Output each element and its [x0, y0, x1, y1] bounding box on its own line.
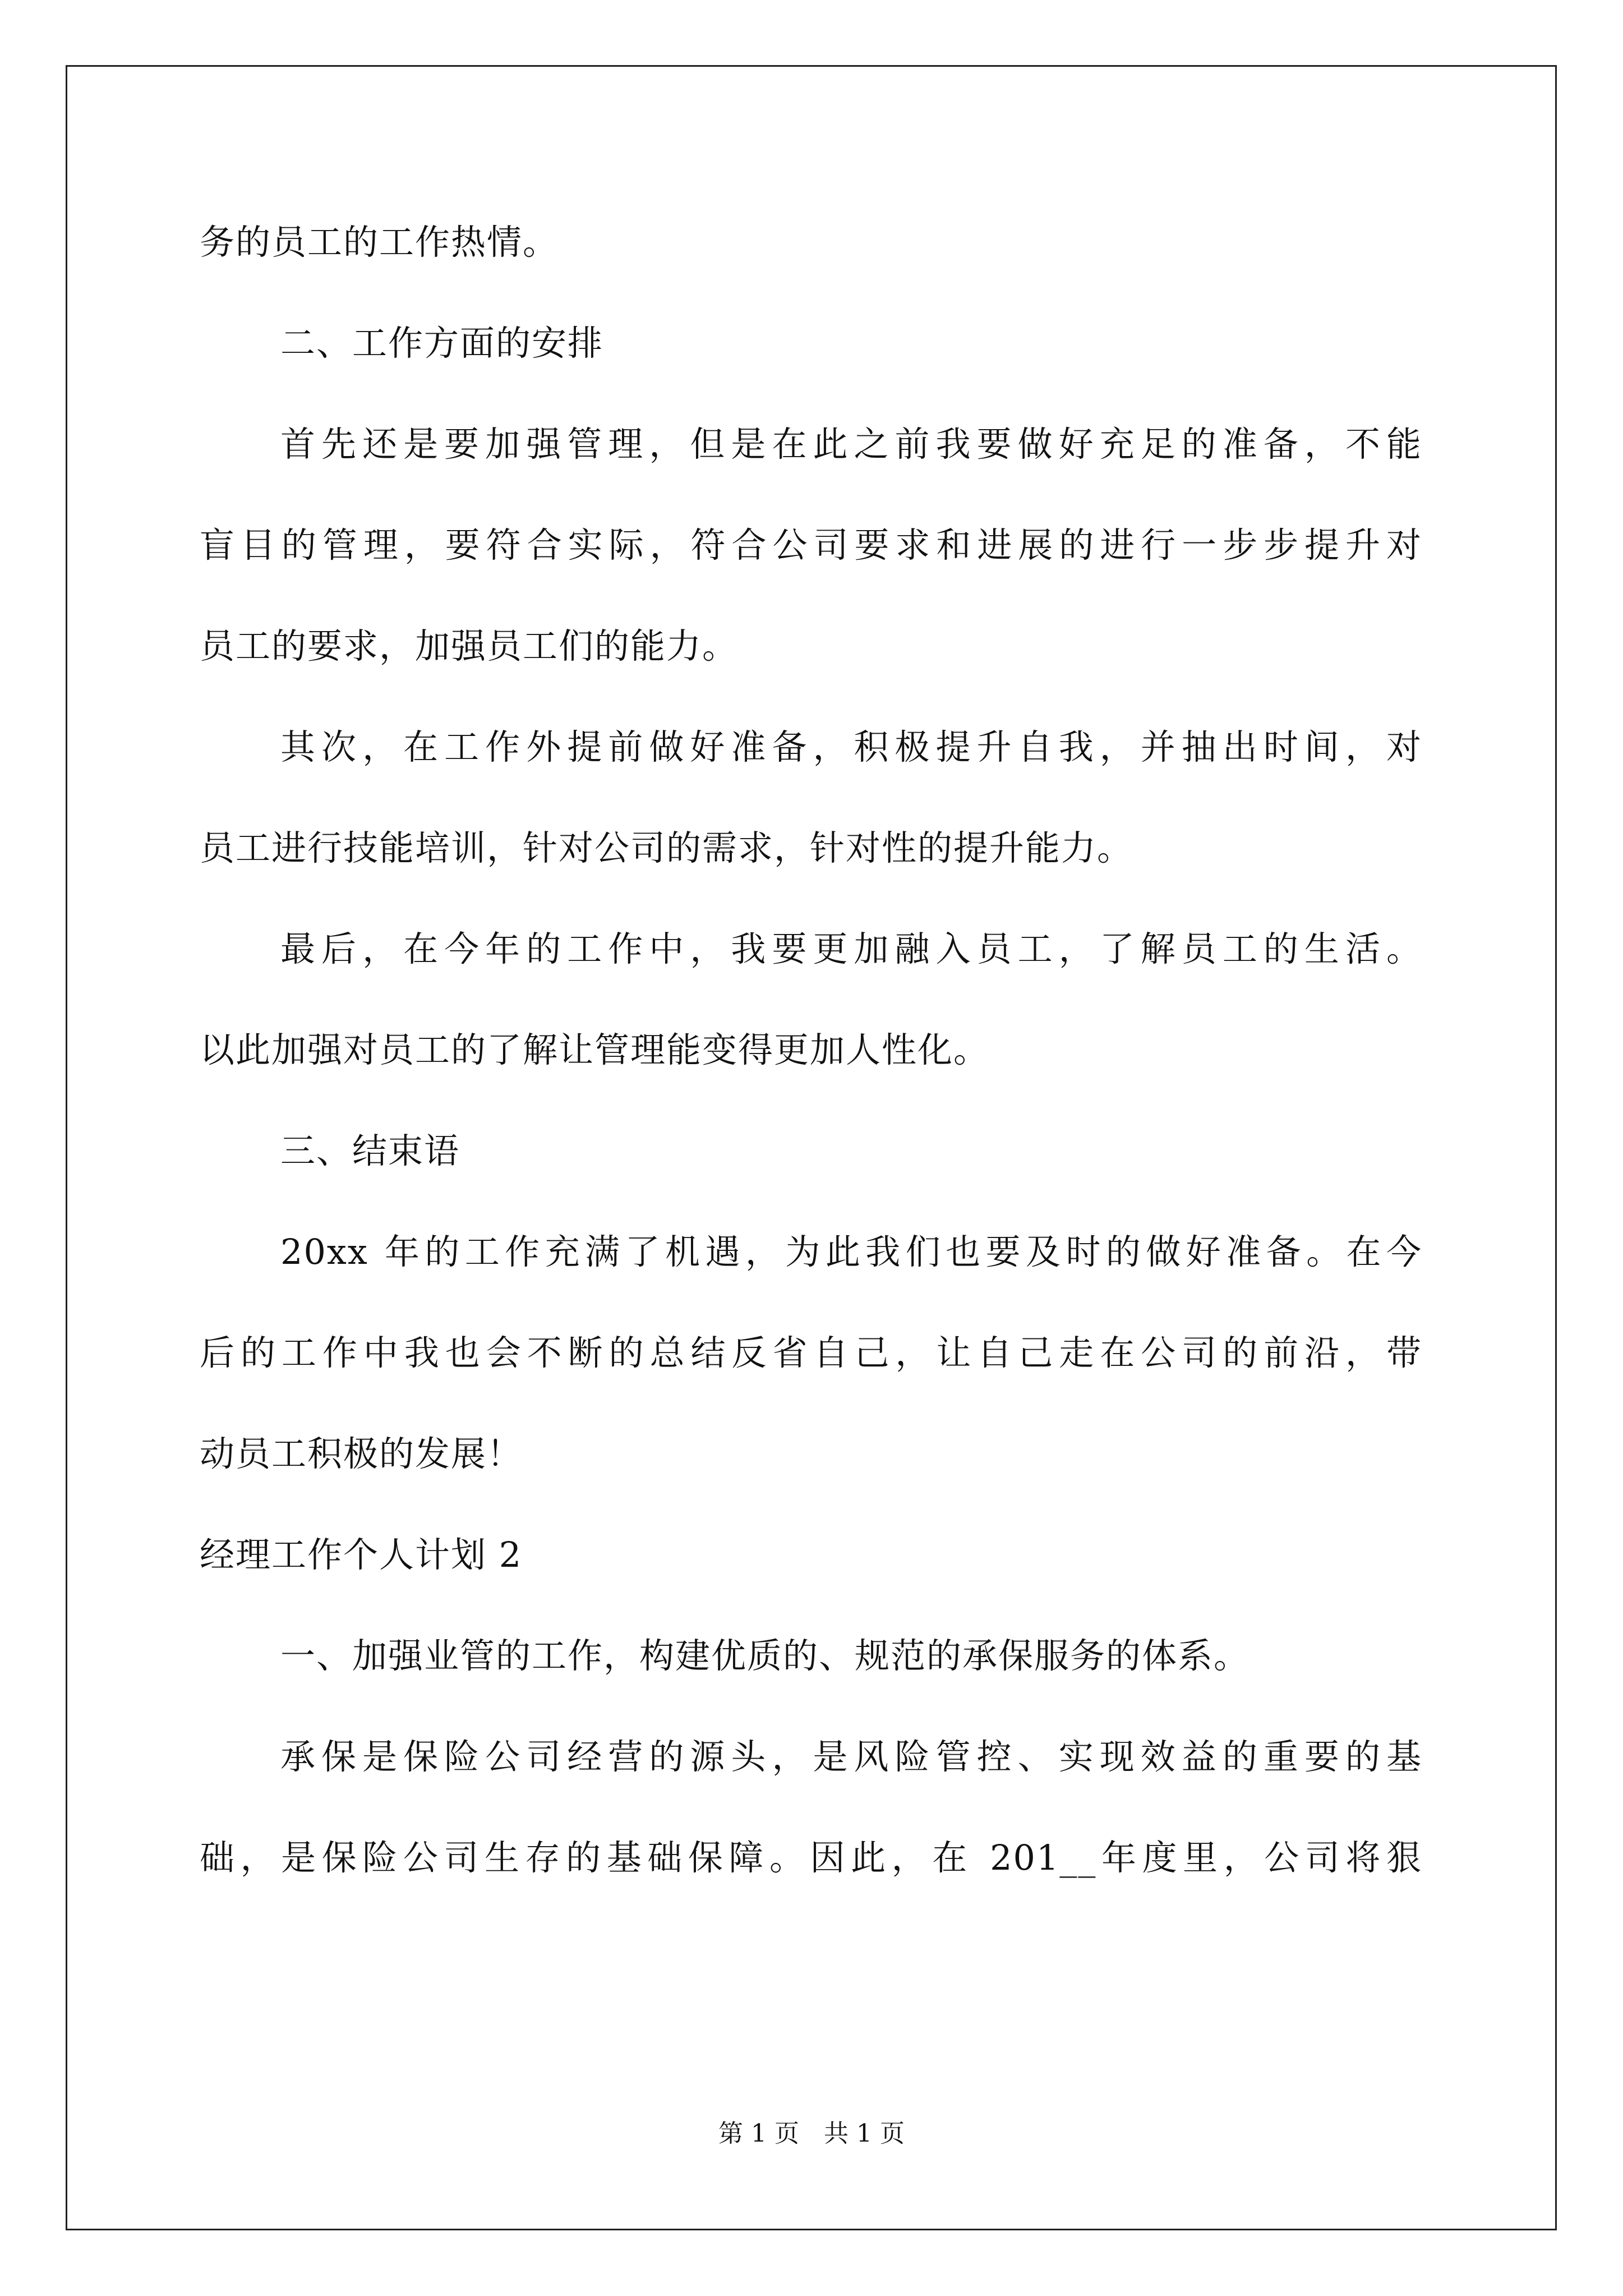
body-text-line: 员工的要求，加强员工们的能力。	[200, 625, 739, 666]
body-text-line: 承保是保险公司经营的源头，是风险管控、实现效益的重要的基	[280, 1736, 1422, 1777]
body-text-line: 20xx 年的工作充满了机遇，为此我们也要及时的做好准备。在今	[280, 1231, 1422, 1272]
section-heading: 三、结束语	[280, 1130, 460, 1171]
body-text-line: 最后，在今年的工作中，我要更加融入员工，了解员工的生活。	[280, 928, 1422, 969]
body-text-line: 础，是保险公司生存的基础保障。因此，在 201__年度里，公司将狠	[200, 1837, 1422, 1878]
body-text-line: 其次，在工作外提前做好准备，积极提升自我，并抽出时间，对	[280, 726, 1422, 767]
page-footer: 第 1 页 共 1 页	[718, 2119, 905, 2148]
section-heading: 二、工作方面的安排	[280, 323, 604, 364]
section-heading: 一、加强业管的工作，构建优质的、规范的承保服务的体系。	[280, 1635, 1250, 1676]
body-text-line: 员工进行技能培训，针对公司的需求，针对性的提升能力。	[200, 827, 1133, 868]
body-text-line: 首先还是要加强管理，但是在此之前我要做好充足的准备，不能	[280, 424, 1422, 464]
body-text-line: 以此加强对员工的了解让管理能变得更加人性化。	[200, 1029, 990, 1070]
document-title: 经理工作个人计划 2	[200, 1534, 523, 1575]
body-text-line: 盲目的管理，要符合实际，符合公司要求和进展的进行一步步提升对	[200, 524, 1422, 565]
body-text-line: 务的员工的工作热情。	[200, 222, 559, 263]
body-text-line: 动员工积极的发展！	[200, 1433, 523, 1474]
body-text-line: 后的工作中我也会不断的总结反省自己，让自己走在公司的前沿，带	[200, 1332, 1422, 1373]
